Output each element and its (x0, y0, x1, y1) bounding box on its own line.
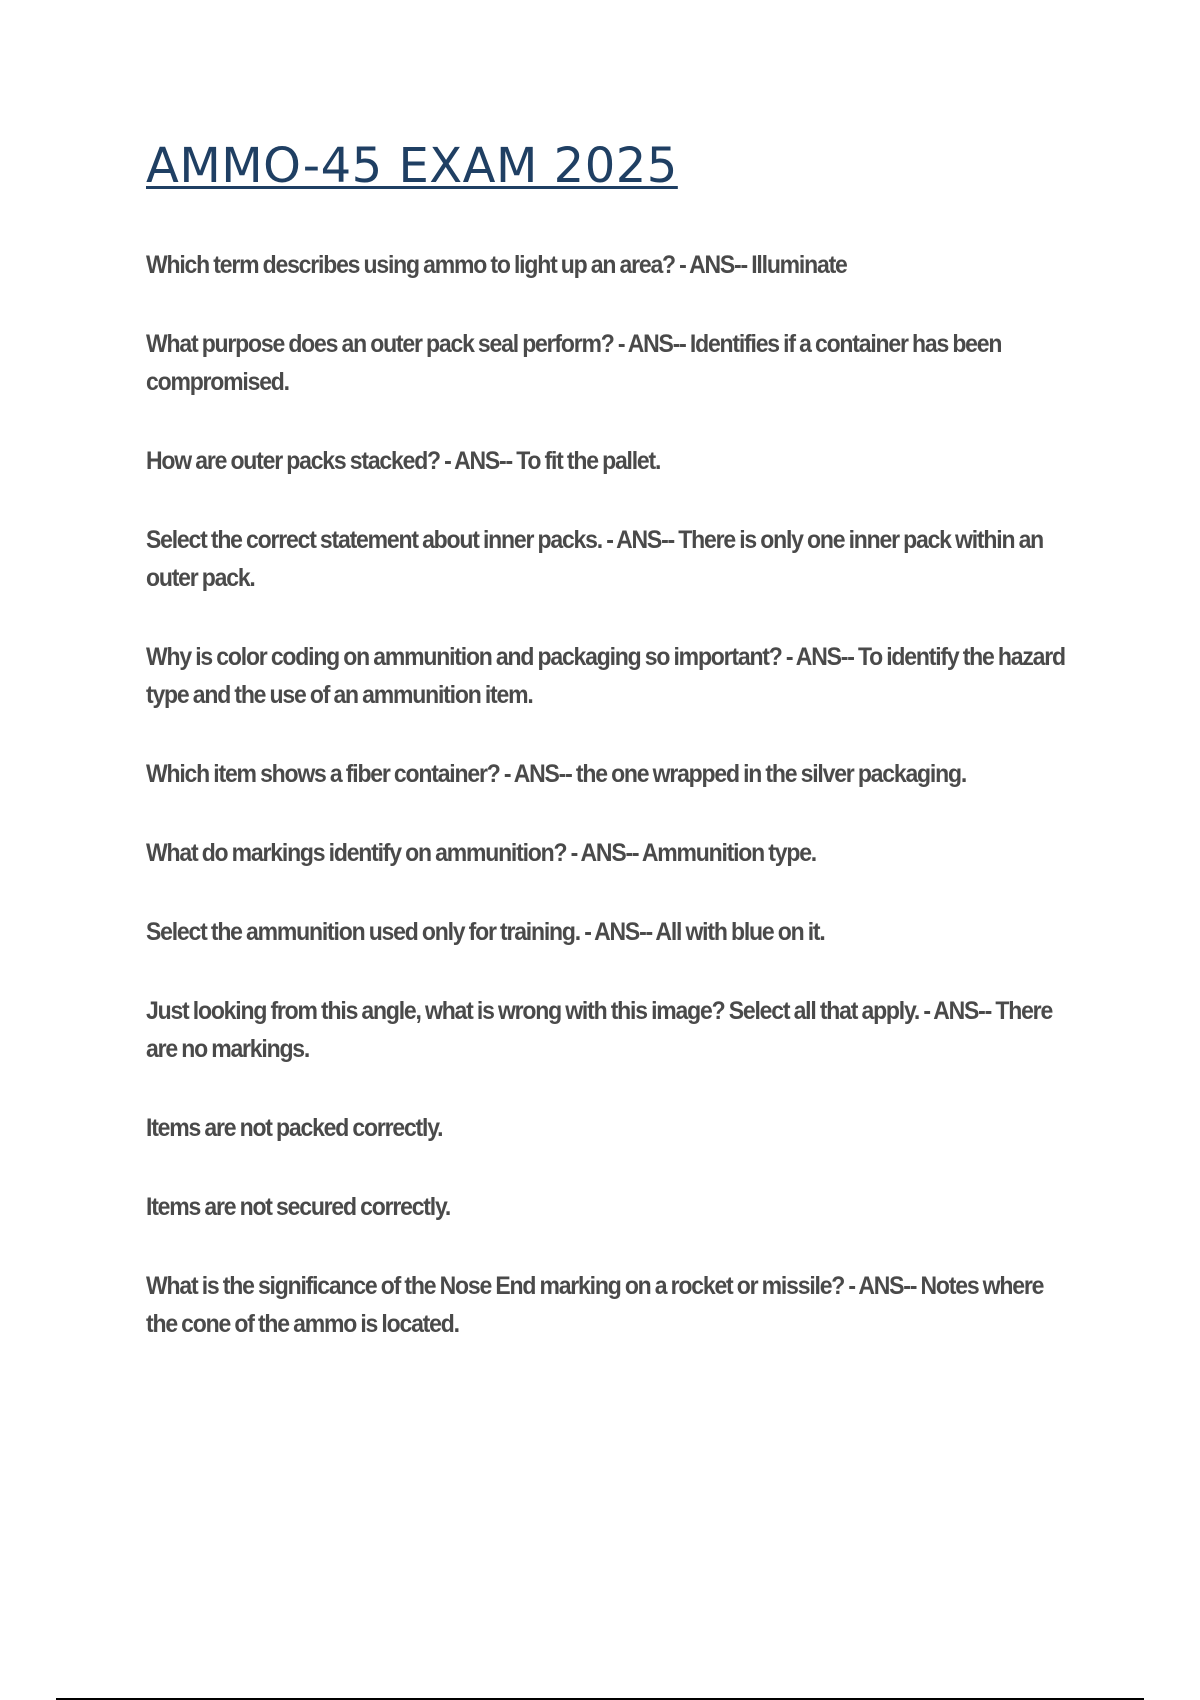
qa-item: Which item shows a fiber container? - ANS-- the one wrapped in the silver packaging. (146, 760, 967, 788)
qa-item: What do markings identify on ammunition? - ANS-- Ammunition type. (146, 839, 816, 867)
document-title: AMMO-45 EXAM 2025 (146, 138, 678, 194)
qa-item: Select the ammunition used only for training. - ANS-- All with blue on it. (146, 918, 825, 946)
qa-item: Select the correct statement about inner packs. - ANS-- There is only one inner pack within an outer pack. (146, 526, 1044, 592)
qa-item: Items are not packed correctly. (146, 1114, 443, 1142)
qa-item: Just looking from this angle, what is wrong with this image? Select all that apply. - ANS-- There are no markings. (146, 997, 1053, 1063)
qa-item: What purpose does an outer pack seal perform? - ANS-- Identifies if a container has been compromised. (146, 330, 1002, 396)
qa-item: How are outer packs stacked? - ANS-- To fit the pallet. (146, 447, 661, 475)
qa-list (146, 246, 1076, 1384)
qa-item: Which term describes using ammo to light up an area? - ANS-- Illuminate (146, 251, 847, 279)
qa-item: Items are not secured correctly. (146, 1193, 451, 1221)
qa-item: Why is color coding on ammunition and packaging so important? - ANS-- To identify the hazard type and the use of an ammunition item. (146, 643, 1065, 709)
qa-item: What is the significance of the Nose End marking on a rocket or missile? - ANS-- Notes where the cone of the ammo is located. (146, 1272, 1044, 1338)
